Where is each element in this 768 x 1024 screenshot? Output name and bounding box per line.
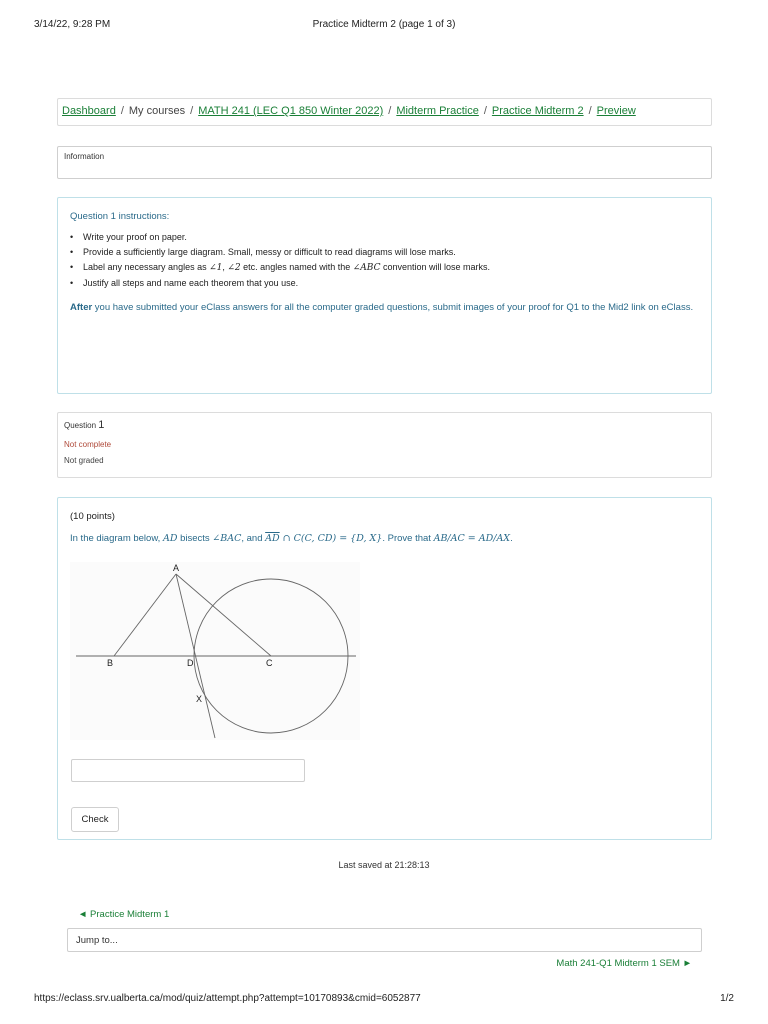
answer-input[interactable] bbox=[71, 759, 305, 782]
question-info-panel bbox=[57, 412, 712, 478]
angle-bac: ∠BAC bbox=[212, 533, 242, 544]
breadcrumb-my-courses: My courses bbox=[128, 105, 186, 117]
intersection-expr: ∩ C(C, CD) = {D, X} bbox=[279, 533, 383, 544]
breadcrumb-separator: / bbox=[120, 105, 124, 117]
after-text: you have submitted your eClass answers for all the computer graded questions, submit images of your proof for Q1 to the Mid2 link on eClass. bbox=[92, 302, 694, 313]
question-state: Not complete bbox=[64, 440, 112, 449]
instruction-item: • Provide a sufficiently large diagram. Small, messy or difficult to read diagrams will lose marks. bbox=[70, 245, 699, 260]
angle-2: ∠2 bbox=[227, 263, 241, 273]
angle-abc: ∠ABC bbox=[352, 263, 381, 273]
prompt-text: . bbox=[510, 533, 513, 544]
breadcrumb-separator: / bbox=[483, 105, 487, 117]
print-header bbox=[34, 19, 734, 33]
breadcrumb-quiz[interactable]: Practice Midterm 2 bbox=[491, 105, 584, 117]
breadcrumb-separator: / bbox=[388, 105, 392, 117]
question-grade: Not graded bbox=[64, 456, 104, 465]
question-index: 1 bbox=[98, 419, 105, 431]
next-activity-link[interactable]: Math 241-Q1 Midterm 1 SEM ► bbox=[556, 958, 692, 969]
label-d: D bbox=[187, 658, 194, 668]
angle-1: ∠1 bbox=[209, 263, 223, 273]
after-bold: After bbox=[70, 302, 93, 313]
prompt-text: In the diagram below, bbox=[70, 533, 163, 544]
question-points: (10 points) bbox=[70, 511, 115, 522]
diagram-background bbox=[70, 562, 360, 740]
instruction-text: , bbox=[222, 262, 228, 272]
instruction-item-labels bbox=[70, 260, 699, 276]
print-page-number: 1/2 bbox=[720, 993, 734, 1004]
prev-activity-link[interactable]: ◄ Practice Midterm 1 bbox=[78, 909, 170, 920]
instructions-panel bbox=[57, 197, 712, 394]
breadcrumb-separator: / bbox=[190, 105, 194, 117]
geometry-diagram bbox=[70, 562, 360, 740]
question-label: Question bbox=[64, 421, 97, 430]
instructions-title: Question 1 instructions: bbox=[70, 211, 170, 222]
prompt-text: . Prove that bbox=[382, 533, 434, 544]
print-datetime: 3/14/22, 9:28 PM bbox=[34, 19, 111, 30]
instructions-list bbox=[70, 230, 699, 291]
prompt-text: bisects bbox=[177, 533, 213, 544]
instruction-text: convention will lose marks. bbox=[380, 262, 491, 272]
breadcrumb-preview[interactable]: Preview bbox=[596, 105, 636, 117]
breadcrumb-dashboard[interactable]: Dashboard bbox=[62, 105, 116, 117]
question-number bbox=[64, 419, 705, 431]
label-x: X bbox=[196, 694, 203, 704]
breadcrumb-course[interactable]: MATH 241 (LEC Q1 850 Winter 2022) bbox=[198, 105, 384, 117]
instruction-text: Label any necessary angles as bbox=[83, 262, 210, 272]
information-label: Information bbox=[64, 152, 105, 161]
breadcrumb-separator: / bbox=[588, 105, 592, 117]
label-c: C bbox=[266, 658, 273, 668]
label-b: B bbox=[107, 658, 114, 668]
question-prompt bbox=[70, 533, 699, 544]
question-panel bbox=[57, 497, 712, 840]
breadcrumb-section[interactable]: Midterm Practice bbox=[396, 105, 479, 117]
information-panel bbox=[57, 146, 712, 179]
label-a: A bbox=[173, 563, 180, 573]
jump-to-select[interactable]: Jump to... bbox=[67, 928, 702, 952]
instruction-text: etc. angles named with the bbox=[240, 262, 353, 272]
print-url: https://eclass.srv.ualberta.ca/mod/quiz/attempt.php?attempt=10170893&cmid=6052877 bbox=[34, 993, 421, 1004]
submission-note bbox=[70, 301, 699, 315]
ratio-expr: AB/AC = AD/AX bbox=[433, 533, 511, 544]
breadcrumb bbox=[57, 98, 712, 126]
last-saved-status: Last saved at 21:28:13 bbox=[338, 860, 430, 870]
segment-ad: AD bbox=[162, 533, 178, 544]
instruction-item: • Write your proof on paper. bbox=[70, 230, 699, 245]
ray-ad: $\overline{AD}$ bbox=[265, 533, 280, 544]
instruction-item: • Justify all steps and name each theorem that you use. bbox=[70, 276, 699, 291]
print-title: Practice Midterm 2 (page 1 of 3) bbox=[312, 19, 456, 30]
prompt-text: , and bbox=[241, 533, 266, 544]
print-footer bbox=[34, 993, 734, 1007]
check-button[interactable]: Check bbox=[71, 807, 119, 832]
